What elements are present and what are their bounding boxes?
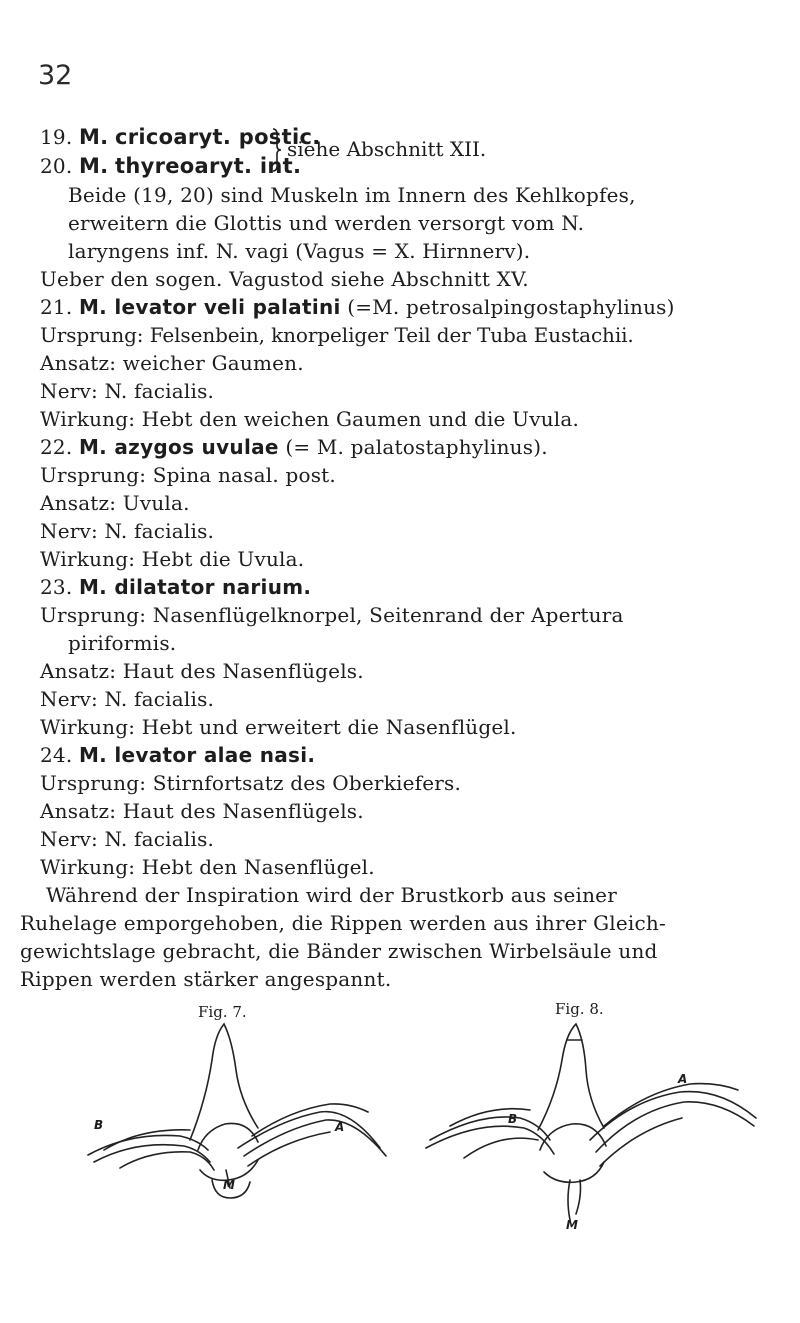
figure-caption: Fig. 8. xyxy=(555,1000,604,1018)
text-line: Wirkung: Hebt und erweitert die Nasenflügel. xyxy=(40,715,517,739)
section-heading-19: 19. M. cricoaryt. postic. xyxy=(40,125,321,149)
text-line: Rippen werden stärker angespannt. xyxy=(20,967,392,991)
section-heading-20: 20. M. thyreoaryt. int. xyxy=(40,154,302,178)
text-line: Ursprung: Nasenflügelknorpel, Seitenrand der Apertura xyxy=(40,603,624,627)
text-line: Nerv: N. facialis. xyxy=(40,687,215,711)
figure-8 xyxy=(420,1000,760,1240)
section-heading-23: 23. M. dilatator narium. xyxy=(40,575,312,599)
text-line: Nerv: N. facialis. xyxy=(40,379,215,403)
section-heading-21: 21. M. levator veli palatini (=M. petrosalpingostaphylinus) xyxy=(40,295,675,319)
text-line: Wirkung: Hebt die Uvula. xyxy=(40,547,305,571)
text-line: Ruhelage emporgehoben, die Rippen werden aus ihrer Gleich- xyxy=(20,911,666,935)
brace-icon xyxy=(272,128,282,172)
text-line: gewichtslage gebracht, die Bänder zwischen Wirbelsäule und xyxy=(20,939,658,963)
section-heading-22: 22. M. azygos uvulae (= M. palatostaphylinus). xyxy=(40,435,548,459)
text-line: piriformis. xyxy=(68,631,177,655)
text-line: Nerv: N. facialis. xyxy=(40,827,215,851)
rib-diagram-illustration xyxy=(80,1000,400,1200)
text-line: erweitern die Glottis und werden versorgt vom N. xyxy=(68,211,585,235)
label-a: A xyxy=(678,1072,688,1086)
page-number: 32 xyxy=(38,60,73,91)
text-line: Ursprung: Stirnfortsatz des Oberkiefers. xyxy=(40,771,462,795)
figure-caption: Fig. 7. xyxy=(198,1003,247,1021)
text-line: Ursprung: Felsenbein, knorpeliger Teil der Tuba Eustachii. xyxy=(40,323,634,347)
text-line: Ansatz: Uvula. xyxy=(40,491,190,515)
figure-7 xyxy=(80,1000,400,1200)
text-line: Während der Inspiration wird der Brustkorb aus seiner xyxy=(46,883,617,907)
rib-diagram-illustration xyxy=(420,1000,760,1240)
label-m: M xyxy=(223,1178,235,1192)
label-b: B xyxy=(508,1112,518,1126)
text-line: Nerv: N. facialis. xyxy=(40,519,215,543)
text-line: Ansatz: Haut des Nasenflügels. xyxy=(40,659,364,683)
text-line: Ursprung: Spina nasal. post. xyxy=(40,463,336,487)
text-line: Wirkung: Hebt den weichen Gaumen und die Uvula. xyxy=(40,407,580,431)
text-line: Wirkung: Hebt den Nasenflügel. xyxy=(40,855,375,879)
text-line: laryngens inf. N. vagi (Vagus = X. Hirnnerv). xyxy=(68,239,531,263)
see-note: siehe Abschnitt XII. xyxy=(287,137,487,161)
text-line: Beide (19, 20) sind Muskeln im Innern des Kehlkopfes, xyxy=(68,183,636,207)
label-m: M xyxy=(566,1218,578,1232)
text-line: Ansatz: Haut des Nasenflügels. xyxy=(40,799,364,823)
label-a: A xyxy=(335,1120,345,1134)
text-line: Ueber den sogen. Vagustod siehe Abschnitt XV. xyxy=(40,267,529,291)
label-b: B xyxy=(94,1118,104,1132)
text-line: Ansatz: weicher Gaumen. xyxy=(40,351,304,375)
section-heading-24: 24. M. levator alae nasi. xyxy=(40,743,316,767)
